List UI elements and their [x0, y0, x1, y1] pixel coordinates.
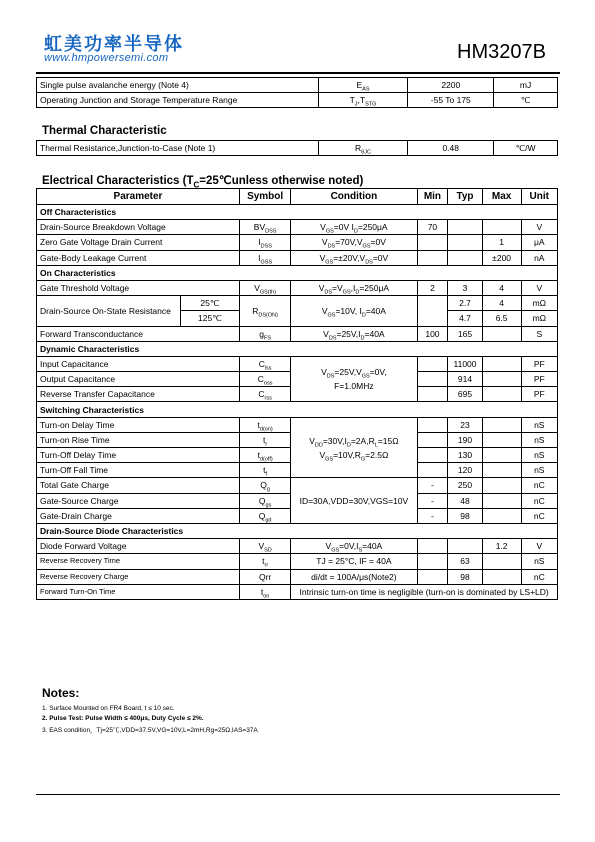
header-typ: Typ — [448, 189, 482, 205]
table-row: Output Capacitance $C_{oss}$ 914 PF — [37, 372, 558, 387]
condition-cell: di/dt = 100A/μs(Note2) — [291, 569, 417, 584]
condition-cell: ID=30A,VDD=30V,VGS=10V — [291, 478, 417, 524]
symbol-cell: $T_J,T_{STG}$ — [318, 93, 408, 108]
table-row — [37, 78, 558, 93]
table-row: Turn-on Delay Time $t_{d(on)}$ $V_{DD}=30V,I_D=2A,R_L=15\Omega$ $V_{GS}=10V,R_G=2.5\Omega$ 23 nS — [37, 417, 558, 432]
unit-cell: ℃/W — [494, 141, 558, 156]
table-row: Gate-Drain Charge $Q_{gd}$ - 98 nC — [37, 508, 558, 523]
electrical-characteristics-table — [36, 188, 558, 600]
table-row — [37, 93, 558, 108]
note-item: 2. Pulse Test: Pulse Width ≤ 400μs, Duty Cycle ≤ 2%. — [42, 715, 204, 722]
table-row: Input Capacitance $C_{lss}$ $V_{DS}=25V,V_{GS}=0V$, F=1.0MHz 11000 PF — [37, 356, 558, 371]
table-row: Gate-Source Charge $Q_{gs}$ - 48 nC — [37, 493, 558, 508]
section-row: Off Characteristics — [37, 205, 558, 220]
thermal-table — [36, 140, 558, 156]
table-row: Gate Threshold Voltage $V_{GS(th)}$ $V_{DS}=V_{GS},I_D=250\mu A$ 2 3 4 V — [37, 280, 558, 295]
header-divider — [36, 72, 560, 74]
condition-cell: TJ = 25°C, IF = 40A — [291, 554, 417, 569]
table-row: Reverse Recovery Charge Qrr di/dt = 100A/μs(Note2) 98 nC — [37, 569, 558, 584]
header-min: Min — [417, 189, 448, 205]
company-website: www.hmpowersemi.com — [44, 52, 169, 64]
condition-cell: $V_{DS}=25V,I_D=40A$ — [291, 326, 417, 341]
param-cell: Single pulse avalanche energy (Note 4) — [37, 78, 319, 93]
table-row: Forward Turn-On Time $t_{on}$ Intrinsic turn-on time is negligible (turn-on is dominated by LS+LD) — [37, 584, 558, 599]
table-row: Forward Transconductance $g_{FS}$ $V_{DS}=25V,I_D=40A$ 100 165 S — [37, 326, 558, 341]
condition-cell: $V_{GS}=\pm 20V,V_{DS}=0V$ — [291, 250, 417, 265]
table-row: 125℃ 4.7 6.5 mΩ — [37, 311, 558, 326]
param-cell: Thermal Resistance,Junction-to-Case (Note 1) — [37, 141, 319, 156]
table-row: Drain-Source On-State Resistance 25℃ $R_{DS(ON)}$ $V_{GS}=10V$, $I_D=40A$ 2.7 4 mΩ — [37, 296, 558, 311]
company-logo-chinese: 虹美功率半导体 — [44, 34, 184, 55]
footer-divider — [36, 794, 560, 795]
section-row: Dynamic Characteristics — [37, 341, 558, 356]
condition-cell: $V_{DS}=70V,V_{GS}=0V$ — [291, 235, 417, 250]
table-row: Reverse Recovery Time $t_{rr}$ TJ = 25°C, IF = 40A 63 nS — [37, 554, 558, 569]
absolute-ratings-continued-table — [36, 77, 558, 108]
header-row — [37, 189, 558, 205]
notes-title: Notes: — [42, 686, 80, 700]
condition-cell: Intrinsic turn-on time is negligible (turn-on is dominated by LS+LD) — [291, 584, 558, 599]
unit-cell: mJ — [494, 78, 558, 93]
table-row: Total Gate Charge $Q_g$ ID=30A,VDD=30V,VGS=10V - 250 nC — [37, 478, 558, 493]
condition-cell: $V_{GS}=0V$ $I_D=250\mu A$ — [291, 220, 417, 235]
condition-cell: $V_{DS}=25V,V_{GS}=0V$, F=1.0MHz — [291, 356, 417, 402]
section-row: Switching Characteristics — [37, 402, 558, 417]
table-row: Reverse Transfer Capacitance $C_{rss}$ 695 PF — [37, 387, 558, 402]
table-row: Turn-on Rise Time $t_r$ 190 nS — [37, 432, 558, 447]
header-symbol: Symbol — [239, 189, 290, 205]
section-row: Drain-Source Diode Characteristics — [37, 523, 558, 538]
table-row: Drain-Source Breakdown Voltage $BV_{DSS}$ $V_{GS}=0V$ $I_D=250\mu A$ 70 V — [37, 220, 558, 235]
table-row: Zero Gate Voltage Drain Current $I_{DSS}$ $V_{DS}=70V,V_{GS}=0V$ 1 μA — [37, 235, 558, 250]
value-cell: 2200 — [408, 78, 494, 93]
value-cell: 0.48 — [408, 141, 494, 156]
electrical-title: Electrical Characteristics ($T_C=25℃unless$ otherwise noted) — [42, 175, 364, 190]
condition-cell: $V_{DD}=30V,I_D=2A,R_L=15\Omega$ $V_{GS}=10V,R_G=2.5\Omega$ — [291, 417, 417, 478]
note-item: 1. Surface Mounted on FR4 Board, t ≤ 10 sec. — [42, 705, 175, 712]
thermal-title: Thermal Characteristic — [42, 125, 167, 137]
note-item: 3. EAS condition，Tj=25℃,VDD=37.5V,VG=10V,L=2mH,Rg=25Ω,IAS=37A — [42, 727, 258, 734]
header-parameter: Parameter — [37, 189, 240, 205]
value-cell: -55 To 175 — [408, 93, 494, 108]
header-condition: Condition — [291, 189, 417, 205]
table-row: Diode Forward Voltage $V_{SD}$ $V_{GS}=0V,I_S=40A$ 1.2 V — [37, 539, 558, 554]
section-row: On Characteristics — [37, 265, 558, 280]
part-number: HM3207B — [457, 41, 546, 63]
table-row: Turn-Off Fall Time $t_f$ 120 nS — [37, 463, 558, 478]
header-max: Max — [482, 189, 521, 205]
condition-cell: $V_{GS}=10V$, $I_D=40A$ — [291, 296, 417, 326]
table-row — [37, 141, 558, 156]
param-cell: Operating Junction and Storage Temperature Range — [37, 93, 319, 108]
table-row: Turn-Off Delay Time $t_{d(off)}$ 130 nS — [37, 448, 558, 463]
condition-cell: $V_{DS}=V_{GS},I_D=250\mu A$ — [291, 280, 417, 295]
symbol-cell: $E_{AS}$ — [318, 78, 408, 93]
symbol-cell: $R_{\theta JC}$ — [318, 141, 408, 156]
header-unit: Unit — [521, 189, 557, 205]
table-row: Gate-Body Leakage Current $I_{GSS}$ $V_{GS}=\pm 20V,V_{DS}=0V$ ±200 nA — [37, 250, 558, 265]
unit-cell: ℃ — [494, 93, 558, 108]
condition-cell: $V_{GS}=0V,I_S=40A$ — [291, 539, 417, 554]
